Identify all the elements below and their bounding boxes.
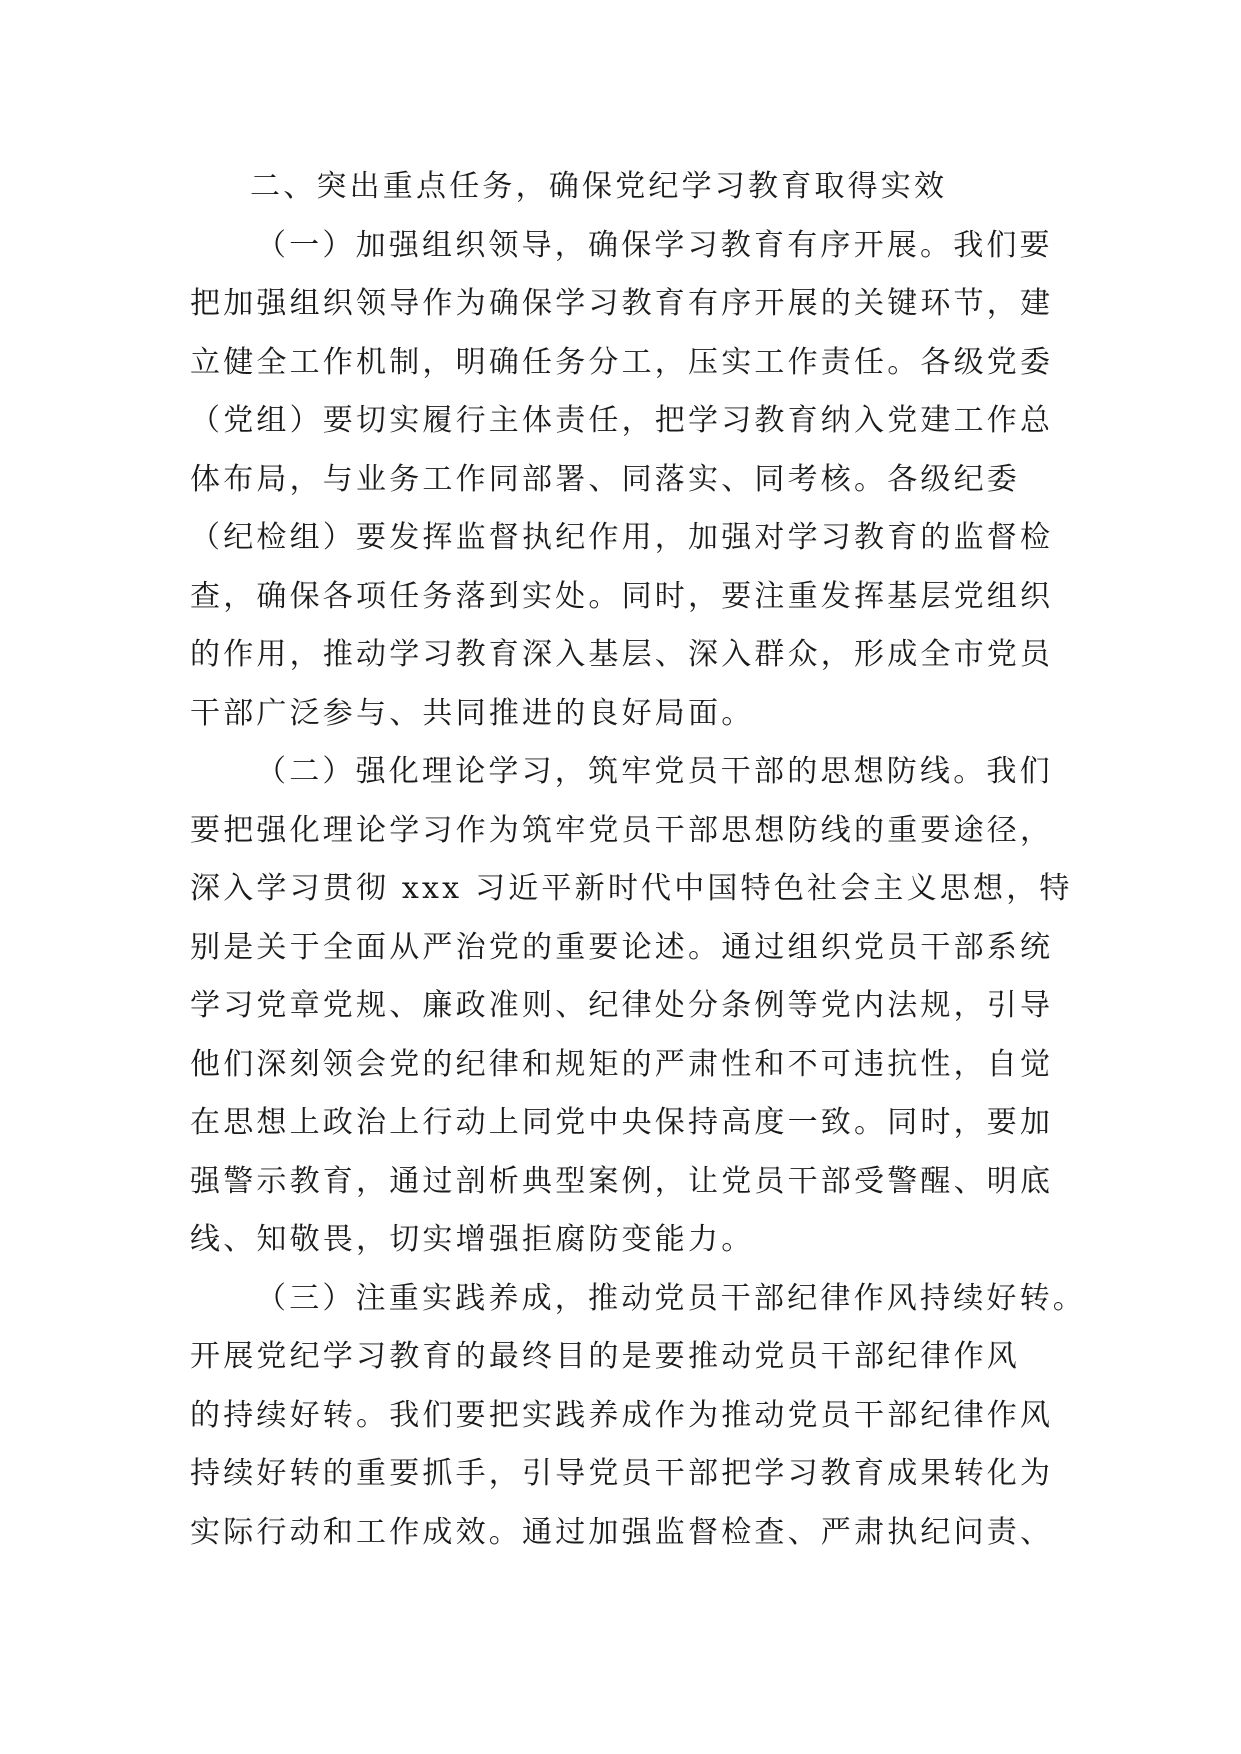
paragraph-line: 在思想上政治上行动上同党中央保持高度一致。同时，要加 [190, 1105, 1054, 1140]
paragraph-line: 实际行动和工作成效。通过加强监督检查、严肃执纪问责、 [190, 1514, 1054, 1550]
paragraph-line: 要把强化理论学习作为筑牢党员干部思想防线的重要途径， [190, 812, 1054, 848]
section-heading: 二、突出重点任务，确保党纪学习教育取得实效 [250, 169, 948, 204]
paragraph-line: 线、知敬畏，切实增强拒腐防变能力。 [190, 1222, 755, 1257]
paragraph-line: （二）强化理论学习，筑牢党员干部的思想防线。我们 [256, 754, 1053, 789]
paragraph-line: 查，确保各项任务落到实处。同时，要注重发挥基层党组织 [190, 578, 1054, 614]
paragraph-line: 立健全工作机制，明确任务分工，压实工作责任。各级党委 [190, 344, 1054, 380]
paragraph-line: （纪检组）要发挥监督执纪作用，加强对学习教育的监督检 [190, 520, 1054, 555]
paragraph-1 [190, 217, 1075, 744]
paragraph-line: 的持续好转。我们要把实践养成作为推动党员干部纪律作风 [190, 1397, 1054, 1433]
paragraph-line: 强警示教育，通过剖析典型案例，让党员干部受警醒、明底 [190, 1163, 1054, 1199]
paragraph-line: 的作用，推动学习教育深入基层、深入群众，形成全市党员 [190, 637, 1054, 672]
paragraph-3 [190, 1270, 1086, 1563]
paragraph-line: 干部广泛参与、共同推进的良好局面。 [190, 695, 755, 731]
paragraph-line: 开展党纪学习教育的最终目的是要推动党员干部纪律作风 [190, 1339, 1020, 1374]
paragraph-2 [190, 743, 1075, 1270]
paragraph-line: （三）注重实践养成，推动党员干部纪律作风持续好转。 [256, 1280, 1086, 1316]
paragraph-line: 持续好转的重要抓手，引导党员干部把学习教育成果转化为 [190, 1456, 1054, 1491]
paragraph-line: 把加强组织领导作为确保学习教育有序开展的关键环节，建 [190, 286, 1054, 321]
paragraph-line: （一）加强组织领导，确保学习教育有序开展。我们要 [256, 227, 1053, 263]
paragraph-line: 学习党章党规、廉政准则、纪律处分条例等党内法规，引导 [190, 988, 1054, 1023]
paragraph-line: 深入学习贯彻 xxx 习近平新时代中国特色社会主义思想，特 [190, 871, 1073, 906]
document-page [190, 158, 1086, 1562]
paragraph-line: 体布局，与业务工作同部署、同落实、同考核。各级纪委 [190, 461, 1020, 497]
paragraph-line: （党组）要切实履行主体责任，把学习教育纳入党建工作总 [190, 403, 1054, 438]
paragraph-line: 别是关于全面从严治党的重要论述。通过组织党员干部系统 [190, 929, 1054, 965]
paragraph-line: 他们深刻领会党的纪律和规矩的严肃性和不可违抗性，自觉 [190, 1046, 1054, 1082]
